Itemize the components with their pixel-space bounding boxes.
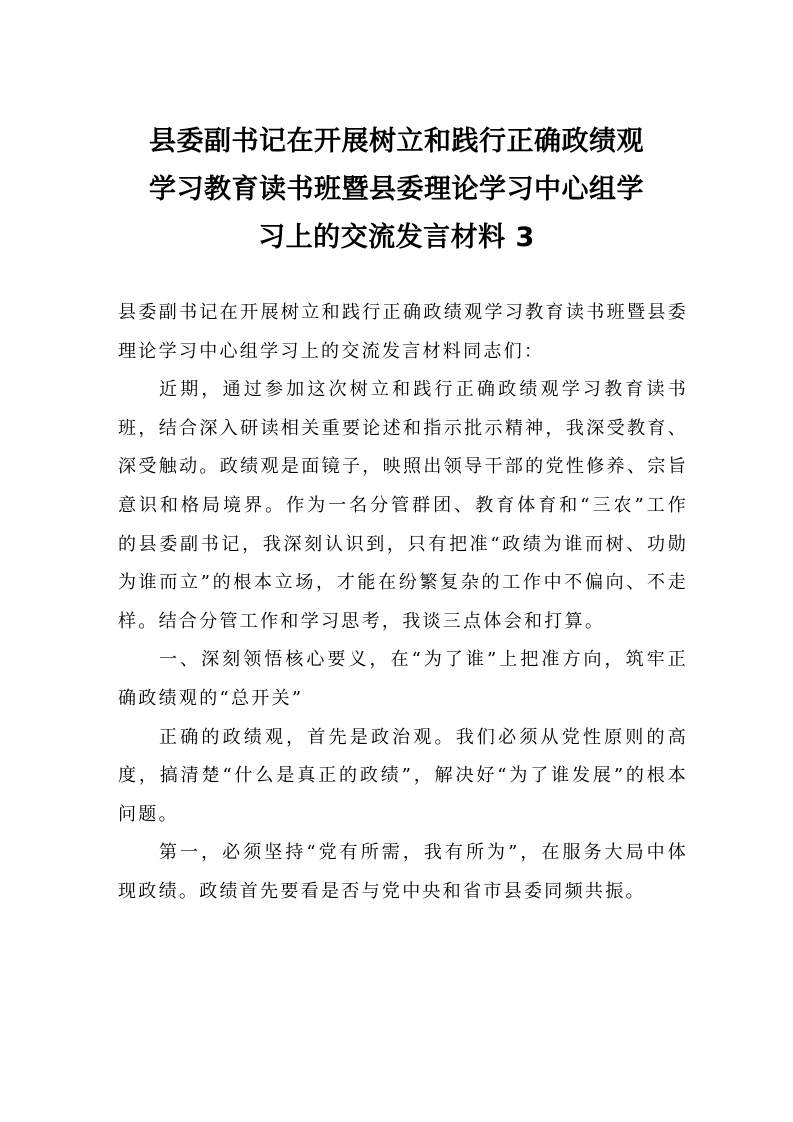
title-line-1: 县委副书记在开展树立和践行正确政绩观 [149,126,644,157]
document-body [118,294,688,912]
paragraph-section-1: 正确的政绩观，首先是政治观。我们必须从党性原则的高度，搞清楚“什么是真正的政绩”，解决好“为了谁发展”的根本问题。 [118,726,688,825]
paragraph-point-1: 第一，必须坚持“党有所需，我有所为”，在服务大局中体现政绩。政绩首先要看是否与党中央和省市县委同频共振。 [118,842,688,902]
paragraph-intro: 县委副书记在开展树立和践行正确政绩观学习教育读书班暨县委理论学习中心组学习上的交流发言材料同志们： [118,302,688,362]
document-title [110,118,683,262]
title-line-3: 习上的交流发言材料 3 [258,222,535,253]
title-line-2: 学习教育读书班暨县委理论学习中心组学 [149,174,644,205]
section-heading-1: 一、深刻领悟核心要义，在“为了谁”上把准方向，筑牢正确政绩观的“总开关” [118,649,688,709]
paragraph-opening: 近期，通过参加这次树立和践行正确政绩观学习教育读书班，结合深入研读相关重要论述和指示批示精神，我深受教育、深受触动。政绩观是面镜子，映照出领导干部的党性修养、宗旨意识和格局境界。作为一名分管群团、教育体育和“三农”工作的县委副书记，我深刻认识到，只有把准“政绩为谁而树、功勋为谁而立”的根本立场，才能在纷繁复杂的工作中不偏向、不走样。结合分管工作和学习思考，我谈三点体会和打算。 [118,379,688,632]
